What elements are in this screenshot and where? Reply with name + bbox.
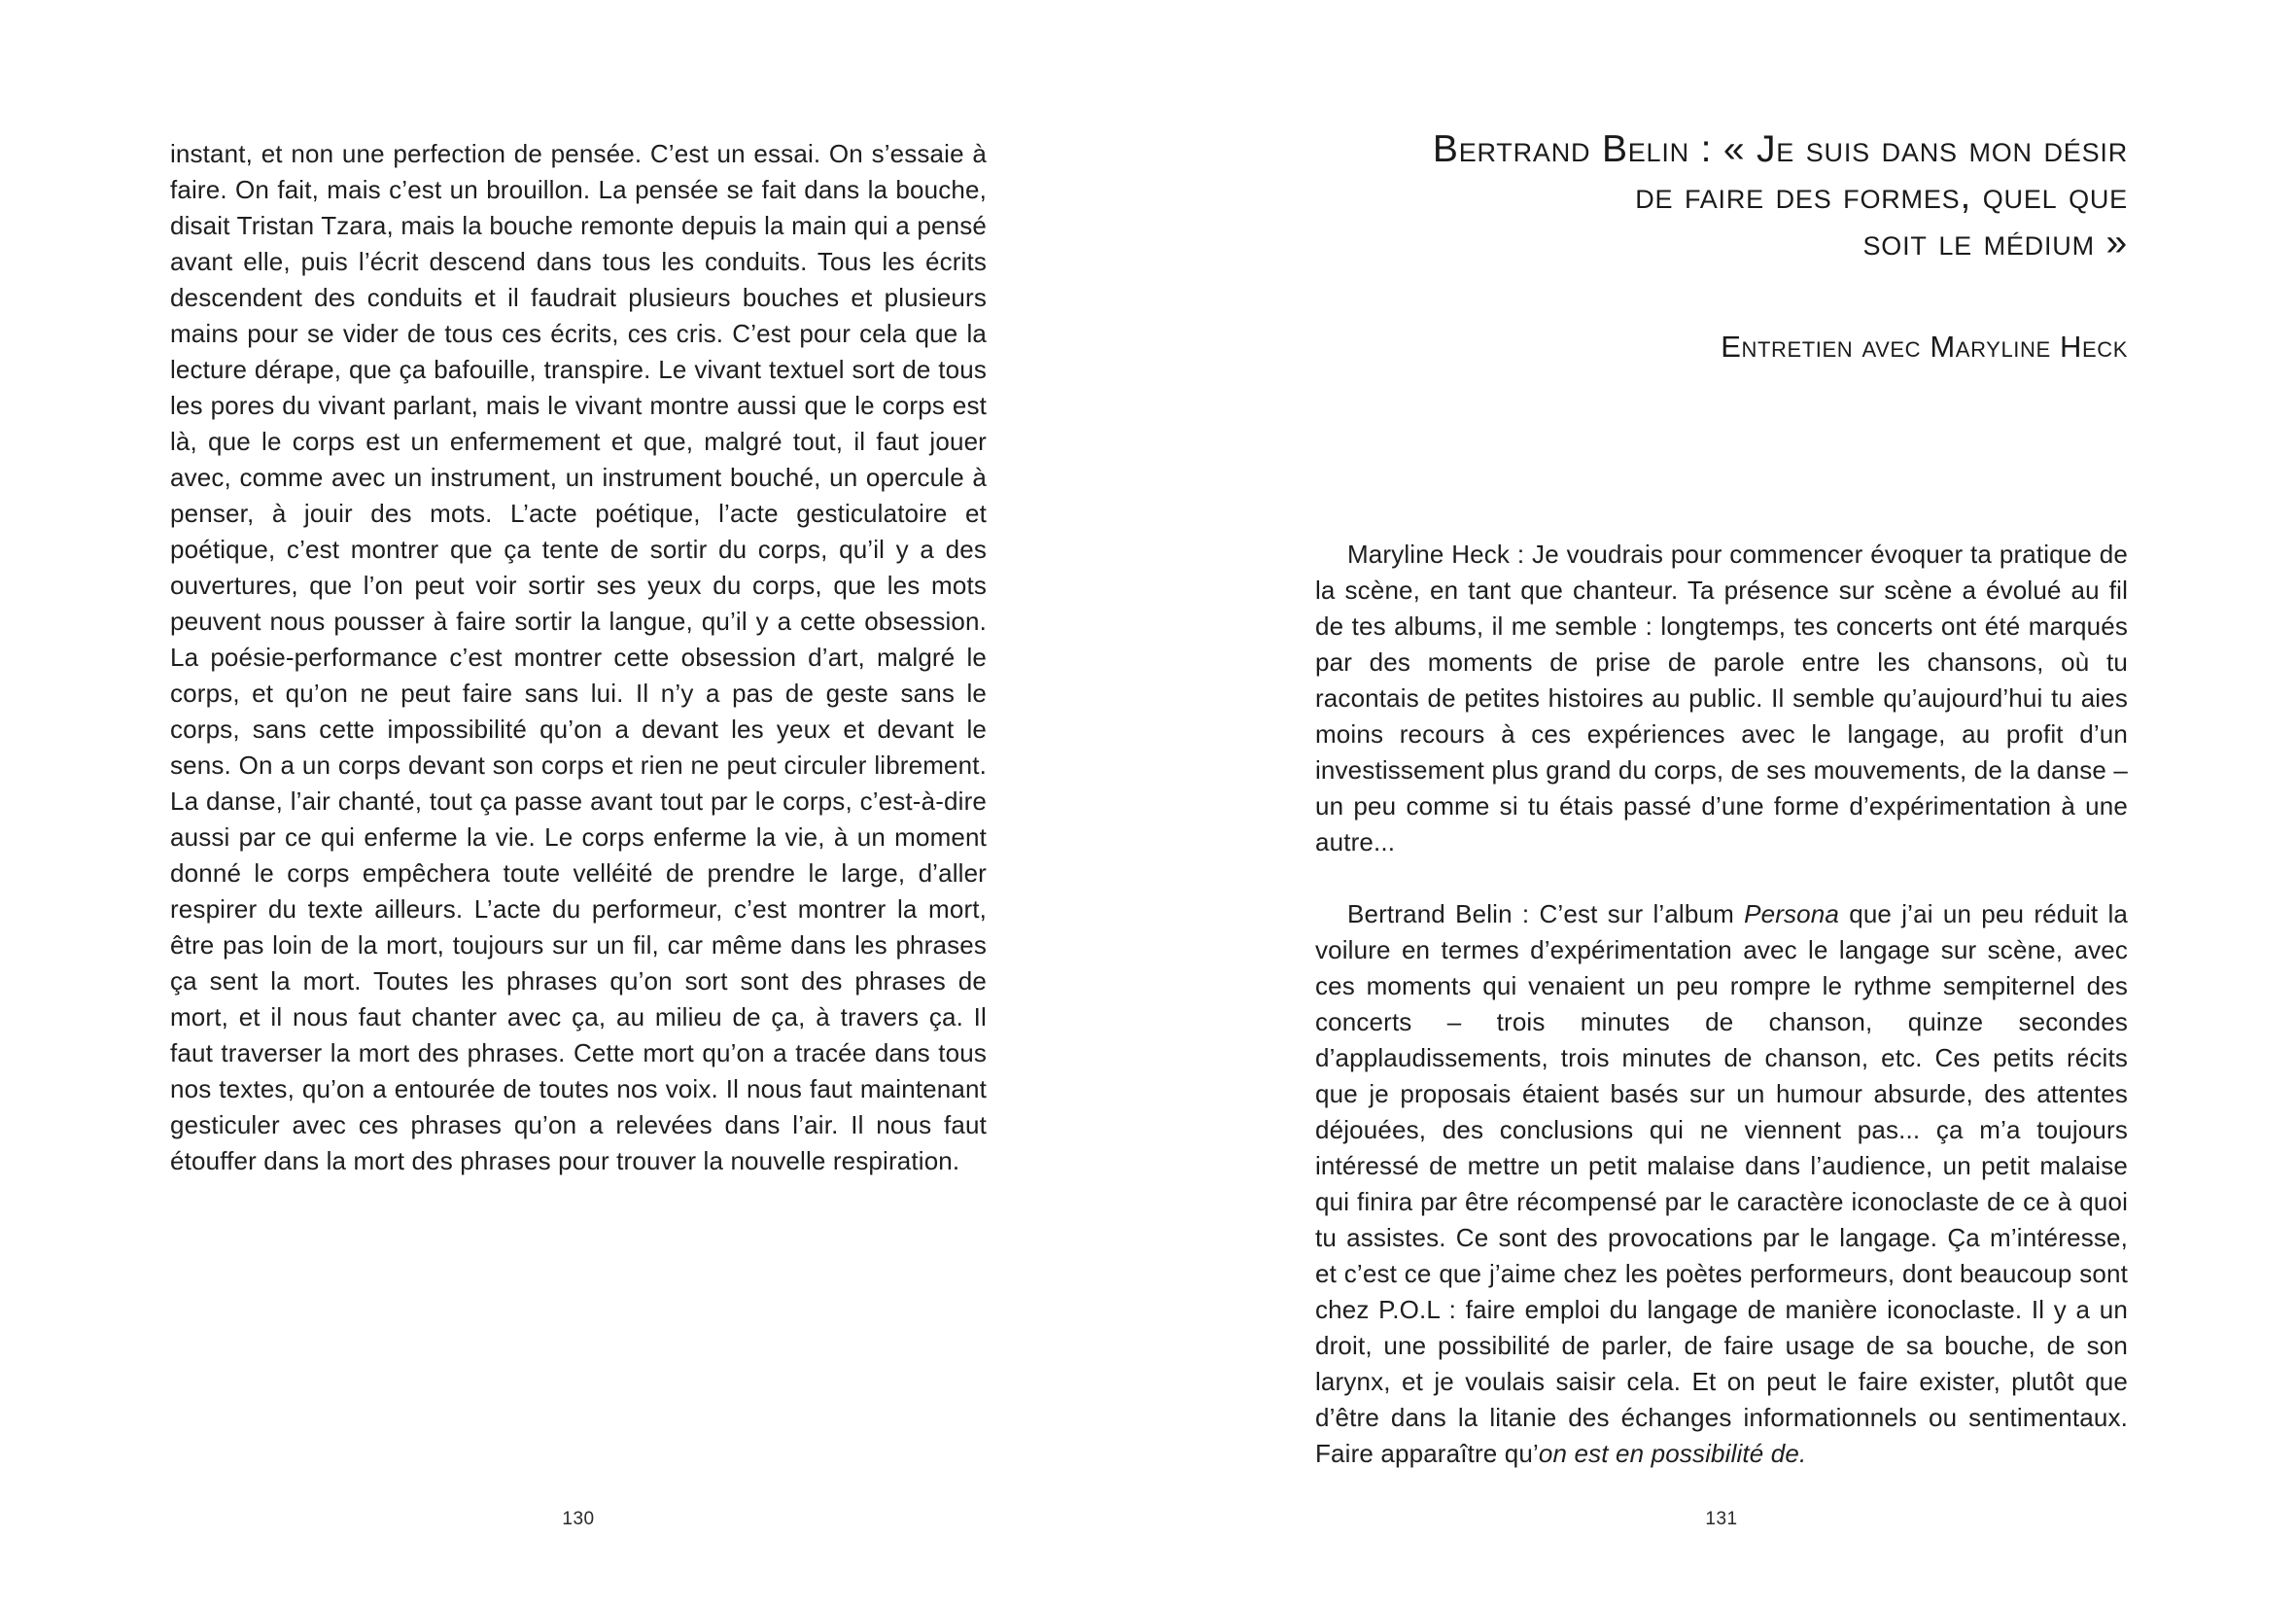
interview-answer-text-1: C’est sur l’album <box>1539 899 1745 928</box>
left-page-paragraph: instant, et non une perfection de pensée. C’est un essai. On s’essaie à faire. On fait, mais c’est un brouillon. La pensée se fait dans la bouche, disait Tristan Tzara, mais la bouche remonte depuis la main qui a pensé avant elle, puis l’écrit descend dans tous les conduits. Tous les écrits descendent des conduits et il faudrait plusieurs bouches et plusieurs mains pour se vider de tous ces écrits, ces cris. C’est pour cela que la lecture dérape, que ça bafouille, transpire. Le vivant textuel sort de tous les pores du vivant parlant, mais le vivant montre aussi que le corps est là, que le corps est un enfermement et que, malgré tout, il faut jouer avec, comme avec un instrument, un instrument bouché, un opercule à penser, à jouir des mots. L’acte poétique, l’acte gesticulatoire et poétique, c’est montrer que ça tente de sortir du corps, qu’il y a des ouvertures, que l’on peut voir sortir ses yeux du corps, que les mots peuvent nous pousser à faire sortir la langue, qu’il y a cette obsession. La poésie-performance c’est montrer cette obsession d’art, malgré le corps, et qu’on ne peut faire sans lui. Il n’y a pas de geste sans le corps, sans cette impossibilité qu’on a devant les yeux et devant le sens. On a un corps devant son corps et rien ne peut circuler librement. La danse, l’air chanté, tout ça passe avant tout par le corps, c’est-à-dire aussi par ce qui enferme la vie. Le corps enferme la vie, à un moment donné le corps empêchera toute velléité de prendre le large, d’aller respirer du texte ailleurs. L’acte du performeur, c’est montrer la mort, être pas loin de la mort, toujours sur un fil, car même dans les phrases ça sent la mort. Toutes les phrases qu’on sort sont des phrases de mort, et il nous faut chanter avec ça, au milieu de ça, à travers ça. Il faut traverser la mort des phrases. Cette mort qu’on a tracée dans tous nos textes, qu’on a entourée de toutes nos voix. Il nous faut maintenant gesticuler avec ces phrases qu’on a relevées dans l’air. Il nous faut étouffer dans la mort des phrases pour trouver la nouvelle respiration. <box>170 139 987 1175</box>
chapter-title-line-1: Bertrand Belin : « Je suis dans mon désir <box>1432 128 2128 170</box>
chapter-title-line-2: de faire des formes, quel que <box>1635 175 2128 217</box>
chapter-title <box>1315 126 2128 266</box>
left-page-number: 130 <box>562 1509 595 1529</box>
interview-answer-paragraph <box>1315 896 2128 1472</box>
left-page <box>170 136 987 1179</box>
chapter-title-line-3: soit le médium » <box>1862 222 2128 263</box>
interview-question-paragraph <box>1315 537 2128 860</box>
right-page <box>1315 126 2128 1472</box>
right-page-number: 131 <box>1705 1509 1738 1529</box>
closing-phrase-italic: on est en possibilité de. <box>1538 1439 1807 1468</box>
speaker-name-interviewee: Bertrand Belin : <box>1347 899 1540 928</box>
speaker-name-interviewer: Maryline Heck : <box>1347 540 1533 569</box>
album-title-italic: Persona <box>1744 899 1839 928</box>
interview-question-text: Je voudrais pour commencer évoquer ta pratique de la scène, en tant que chanteur. Ta présence sur scène a évolué au fil de tes albums, il me semble : longtemps, tes concerts ont été marqués par des moments de prise de parole entre les chansons, où tu racontais de petites histoires au public. Il semble qu’aujourd’hui tu aies moins recours à ces expériences avec le langage, au profit d’un investissement plus grand du corps, de ses mouvements, de la danse – un peu comme si tu étais passé d’une forme d’expérimentation à une autre... <box>1315 540 2128 856</box>
interview-answer-text-2: que j’ai un peu réduit la voilure en termes d’expérimentation avec le langage sur scène, avec ces moments qui venaient un peu rompre le rythme sempiternel des concerts – trois minutes de chanson, quinze secondes d’applaudissements, trois minutes de chanson, etc. Ces petits récits que je proposais étaient basés sur un humour absurde, des attentes déjouées, des conclusions qui ne viennent pas... ça m’a toujours intéressé de mettre un petit malaise dans l’audience, un petit malaise qui finira par être récompensé par le caractère iconoclaste de ce à quoi tu assistes. Ce sont des provocations par le langage. Ça m’intéresse, et c’est ce que j’aime chez les poètes performeurs, dont beaucoup sont chez P.O.L : faire emploi du langage de manière iconoclaste. Il y a un droit, une possibilité de parler, de faire usage de sa bouche, de son larynx, et je voulais saisir cela. Et on peut le faire exister, plutôt que d’être dans la litanie des échanges informationnels ou sentimentaux. Faire apparaître qu’ <box>1315 899 2129 1468</box>
chapter-subtitle: Entretien avec Maryline Heck <box>1721 330 2128 364</box>
